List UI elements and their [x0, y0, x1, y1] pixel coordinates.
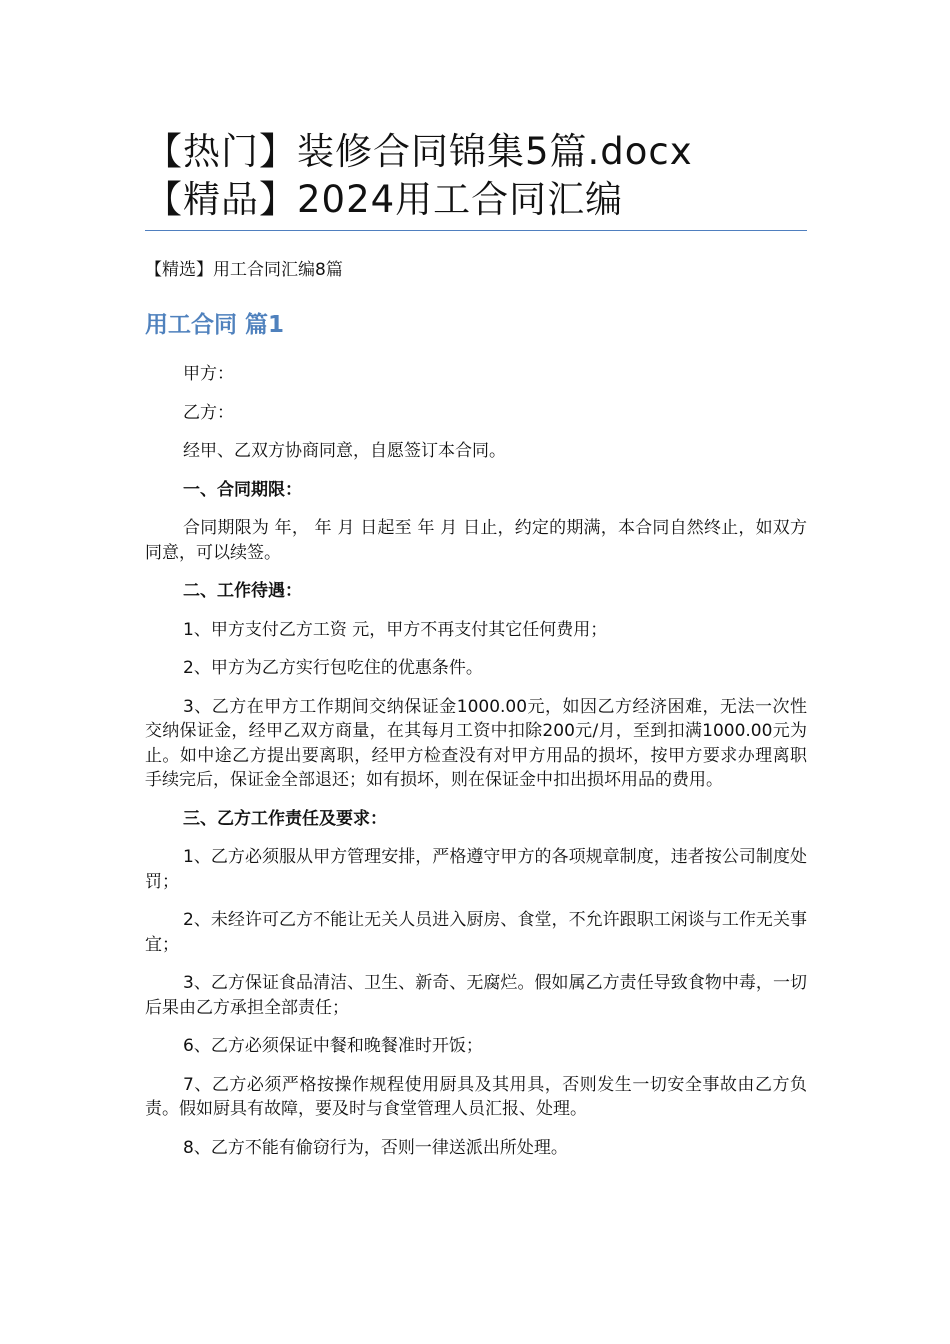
paragraph: 3、乙方保证食品清洁、卫生、新奇、无腐烂。假如属乙方责任导致食物中毒，一切后果由乙方承担全部责任；	[145, 973, 807, 1018]
clause-heading: 二、工作待遇：	[183, 581, 302, 601]
title-line-1: 【热门】装修合同锦集5篇.docx	[145, 130, 693, 173]
paragraph: 8、乙方不能有偷窃行为，否则一律送派出所处理。	[183, 1137, 568, 1158]
paragraph: 2、未经许可乙方不能让无关人员进入厨房、食堂，不允许跟职工闲谈与工作无关事宜；	[145, 910, 807, 955]
title-divider	[145, 230, 807, 231]
clause-heading: 一、合同期限：	[183, 479, 302, 500]
paragraph: 2、甲方为乙方实行包吃住的优惠条件。	[183, 658, 483, 678]
document-subtitle: 【精选】用工合同汇编8篇	[145, 260, 343, 280]
paragraph: 乙方：	[183, 402, 234, 423]
clause-heading: 三、乙方工作责任及要求：	[183, 808, 387, 829]
paragraph: 合同期限为 年， 年 月 日起至 年 月 日止，约定的期满，本合同自然终止，如双方同意，可以续签。	[145, 518, 807, 563]
document-title	[145, 128, 807, 224]
contract-body	[145, 362, 807, 1174]
paragraph: 6、乙方必须保证中餐和晚餐准时开饭；	[183, 1036, 483, 1056]
paragraph: 1、乙方必须服从甲方管理安排，严格遵守甲方的各项规章制度，违者按公司制度处罚；	[145, 847, 807, 892]
paragraph: 1、甲方支付乙方工资 元，甲方不再支付其它任何费用；	[183, 619, 608, 640]
title-line-2: 【精品】2024用工合同汇编	[145, 178, 624, 221]
section-heading: 用工合同 篇1	[145, 312, 285, 338]
paragraph: 7、乙方必须严格按操作规程使用厨具及其用具，否则发生一切安全事故由乙方负责。假如厨具有故障，要及时与食堂管理人员汇报、处理。	[145, 1074, 807, 1119]
paragraph: 3、乙方在甲方工作期间交纳保证金1000.00元，如因乙方经济困难，无法一次性交纳保证金，经甲乙双方商量，在其每月工资中扣除200元/月，至到扣满1000.00元为止。如中途乙方提出要离职，经甲方检查没有对甲方用品的损坏，按甲方要求办理离职手续完后，保证金全部退还；如有损坏，则在保证金中扣出损坏用品的费用。	[145, 696, 807, 790]
paragraph: 经甲、乙双方协商同意，自愿签订本合同。	[183, 441, 506, 461]
paragraph: 甲方：	[183, 364, 234, 384]
